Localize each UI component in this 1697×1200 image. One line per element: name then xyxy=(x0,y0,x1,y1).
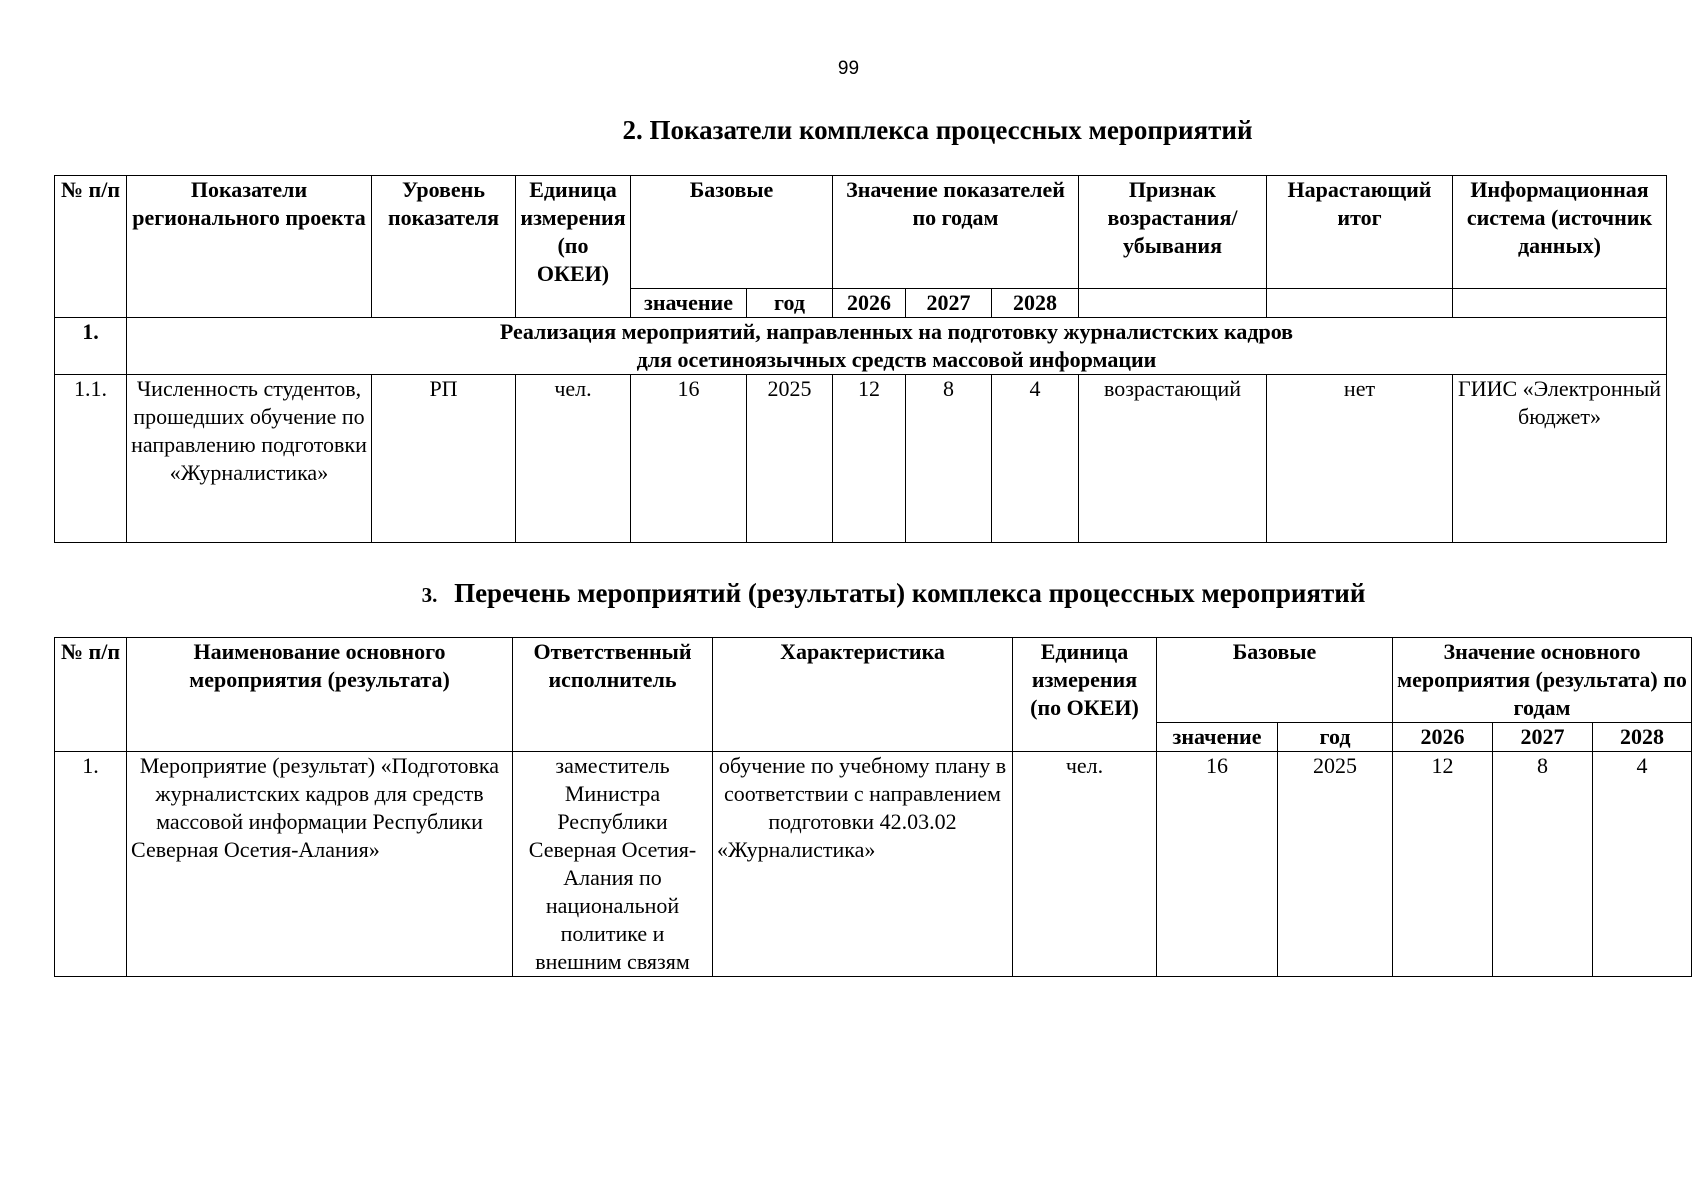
header-unit: Единица измерения (по ОКЕИ) xyxy=(1013,638,1157,752)
header-year-2: 2027 xyxy=(1493,723,1593,752)
header-trend: Признак возрастания/ убывания xyxy=(1079,176,1267,289)
row-base-value: 16 xyxy=(1157,752,1278,977)
row-base-value: 16 xyxy=(631,375,747,543)
header-indicator: Показатели регионального проекта xyxy=(127,176,372,318)
row-info-system: ГИИС «Электронный бюджет» xyxy=(1453,375,1667,543)
header-year-3: 2028 xyxy=(1593,723,1692,752)
row-num: 1.1. xyxy=(55,375,127,543)
header-values-by-year: Значение показателей по годам xyxy=(833,176,1079,289)
row-year-2: 8 xyxy=(906,375,992,543)
table-row xyxy=(55,375,1667,543)
header-base: Базовые xyxy=(631,176,833,289)
header-num: № п/п xyxy=(55,176,127,318)
group-num: 1. xyxy=(55,318,127,375)
header-empty xyxy=(1079,289,1267,318)
header-cumulative: Нарастающий итог xyxy=(1267,176,1453,289)
section-2-title xyxy=(0,115,1697,146)
row-name: Мероприятие (результат) «Подготовка журналистских кадров для средств массовой информации Республики Северная Осетия-Алания» xyxy=(127,752,513,977)
row-year-1: 12 xyxy=(1393,752,1493,977)
section-2-title-text: Показатели комплекса процессных мероприятий xyxy=(649,115,1253,145)
section-3-number: 3. xyxy=(421,583,438,607)
row-responsible: заместитель Министра Республики Северная Осетия-Алания по национальной политике и внешним связям xyxy=(513,752,713,977)
header-empty xyxy=(1453,289,1667,318)
header-year-1: 2026 xyxy=(1393,723,1493,752)
header-name: Наименование основного мероприятия (результата) xyxy=(127,638,513,752)
row-trend: возрастающий xyxy=(1079,375,1267,543)
row-unit: чел. xyxy=(516,375,631,543)
indicators-header-row xyxy=(55,176,1667,289)
row-indicator: Численность студентов, прошедших обучение по направлению подготовки «Журналистика» xyxy=(127,375,372,543)
row-unit: чел. xyxy=(1013,752,1157,977)
header-base-value: значение xyxy=(1157,723,1278,752)
header-base-value: значение xyxy=(631,289,747,318)
row-year-2: 8 xyxy=(1493,752,1593,977)
header-characteristic: Характеристика xyxy=(713,638,1013,752)
header-num: № п/п xyxy=(55,638,127,752)
activities-table xyxy=(54,637,1692,977)
header-year-3: 2028 xyxy=(992,289,1079,318)
group-row xyxy=(55,318,1667,375)
group-title xyxy=(127,318,1667,375)
section-3-title-text: Перечень мероприятий (результаты) комплекса процессных мероприятий xyxy=(454,578,1366,608)
row-year-3: 4 xyxy=(992,375,1079,543)
row-year-3: 4 xyxy=(1593,752,1692,977)
header-responsible: Ответственный исполнитель xyxy=(513,638,713,752)
group-title-line-2: для осетиноязычных средств массовой информации xyxy=(636,347,1157,372)
row-year-1: 12 xyxy=(833,375,906,543)
header-year-2: 2027 xyxy=(906,289,992,318)
row-cumulative: нет xyxy=(1267,375,1453,543)
row-level: РП xyxy=(372,375,516,543)
header-base-year: год xyxy=(1278,723,1393,752)
indicators-table xyxy=(54,175,1667,543)
section-3-title xyxy=(0,578,1697,609)
header-info-system: Информационная система (источник данных) xyxy=(1453,176,1667,289)
header-year-1: 2026 xyxy=(833,289,906,318)
group-title-line-1: Реализация мероприятий, направленных на подготовку журналистских кадров xyxy=(499,319,1294,344)
row-base-year: 2025 xyxy=(747,375,833,543)
table-row xyxy=(55,752,1692,977)
header-empty xyxy=(1267,289,1453,318)
row-base-year: 2025 xyxy=(1278,752,1393,977)
header-unit: Единица измерения (по ОКЕИ) xyxy=(516,176,631,318)
activities-header-row xyxy=(55,638,1692,723)
header-base: Базовые xyxy=(1157,638,1393,723)
section-2-number: 2. xyxy=(622,115,643,145)
row-num: 1. xyxy=(55,752,127,977)
header-values-by-year: Значение основного мероприятия (результата) по годам xyxy=(1393,638,1692,723)
page-number: 99 xyxy=(837,58,860,79)
header-level: Уровень показателя xyxy=(372,176,516,318)
header-base-year: год xyxy=(747,289,833,318)
row-characteristic: обучение по учебному плану в соответствии с направлением подготовки 42.03.02 «Журналистика» xyxy=(713,752,1013,977)
